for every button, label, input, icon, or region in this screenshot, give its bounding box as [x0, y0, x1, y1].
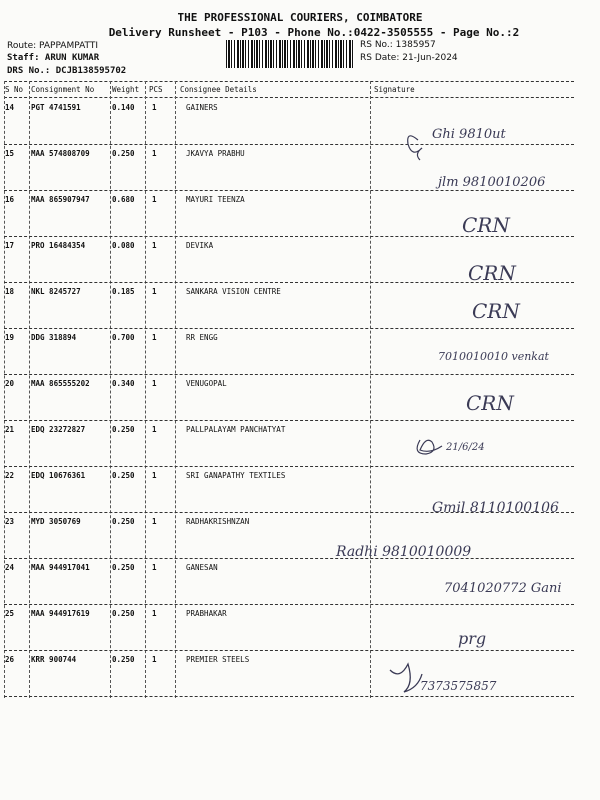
row-pcs: 1	[152, 287, 157, 296]
table-header-rule	[4, 97, 574, 98]
row-rule	[4, 466, 574, 467]
row-consignment-no: MYD 3050769	[31, 517, 81, 526]
row-rule	[4, 144, 574, 145]
row-rule	[4, 650, 574, 651]
signature-25-text: prg	[458, 629, 487, 648]
row-weight: 0.340	[112, 379, 135, 388]
signature-23-text: Radhi 9810010009	[336, 544, 472, 560]
table-row	[0, 377, 600, 423]
table-row	[0, 515, 600, 561]
row-pcs: 1	[152, 241, 157, 250]
row-pcs: 1	[152, 517, 157, 526]
row-consignment-no: MAA 574808709	[31, 149, 90, 158]
col-header-signature: Signature	[374, 85, 415, 94]
row-consignment-no: EDQ 10676361	[31, 471, 86, 480]
row-weight: 0.250	[112, 149, 135, 158]
row-rule	[4, 558, 574, 559]
row-pcs: 1	[152, 379, 157, 388]
signature-14-text: Ghi 9810ut	[432, 127, 506, 142]
table-row	[0, 193, 600, 239]
row-weight: 0.250	[112, 655, 135, 664]
row-consignee: PREMIER STEELS	[186, 655, 250, 664]
route-label: Route: PAPPAMPATTI	[7, 41, 99, 51]
row-rule	[4, 190, 574, 191]
row-pcs: 1	[152, 471, 157, 480]
row-pcs: 1	[152, 333, 157, 342]
row-consignment-no: PGT 4741591	[31, 103, 81, 112]
signature-16-text: CRN	[462, 213, 510, 237]
row-sno: 26	[5, 655, 15, 664]
row-rule	[4, 512, 574, 513]
row-sno: 16	[5, 195, 15, 204]
signature-17-text: CRN	[468, 261, 516, 285]
table-row	[0, 239, 600, 285]
row-consignment-no: MAA 944917619	[31, 609, 90, 618]
row-sno: 15	[5, 149, 15, 158]
col-header-pcs: PCS	[149, 85, 163, 94]
row-weight: 0.250	[112, 517, 135, 526]
row-consignee: RADHAKRISHNZAN	[186, 517, 250, 526]
row-weight: 0.250	[112, 471, 135, 480]
row-pcs: 1	[152, 103, 157, 112]
signature-19-text: 7010010010 venkat	[438, 350, 549, 363]
runsheet-subtitle: Delivery Runsheet - P103 - Phone No.:0422-3505555 - Page No.:2	[108, 26, 520, 39]
row-pcs: 1	[152, 609, 157, 618]
row-weight: 0.250	[112, 425, 135, 434]
row-consignment-no: NKL 8245727	[31, 287, 81, 296]
row-sno: 25	[5, 609, 15, 618]
signature-24-text: 7041020772 Gani	[444, 581, 562, 596]
signature-15-text: jlm 9810010206	[438, 175, 546, 190]
row-consignee: RR ENGG	[186, 333, 218, 342]
table-row	[0, 653, 600, 699]
col-header-weight: Weight	[112, 85, 140, 94]
row-weight: 0.250	[112, 563, 135, 572]
row-consignment-no: MAA 865555202	[31, 379, 90, 388]
table-row	[0, 285, 600, 331]
signature-21-text: 21/6/24	[446, 442, 485, 453]
row-weight: 0.080	[112, 241, 135, 250]
row-sno: 18	[5, 287, 15, 296]
row-sno: 23	[5, 517, 15, 526]
row-consignee: GANESAN	[186, 563, 218, 572]
row-sno: 24	[5, 563, 15, 572]
table-row	[0, 147, 600, 193]
col-header-sno: S No	[5, 85, 24, 94]
rs-number: RS No.: 1385957	[360, 40, 436, 50]
row-weight: 0.700	[112, 333, 135, 342]
row-sno: 19	[5, 333, 15, 342]
row-weight: 0.680	[112, 195, 135, 204]
row-consignment-no: PRO 16484354	[31, 241, 86, 250]
row-consignee: JKAVYA PRABHU	[186, 149, 245, 158]
signature-18-text: CRN	[472, 299, 520, 323]
row-consignee: SRI GANAPATHY TEXTILES	[186, 471, 286, 480]
row-consignee: MAYURI TEENZA	[186, 195, 245, 204]
col-header-consignment: Consignment No	[31, 85, 95, 94]
row-consignment-no: KRR 900744	[31, 655, 77, 664]
row-rule	[4, 328, 574, 329]
row-sno: 22	[5, 471, 15, 480]
row-rule	[4, 282, 574, 283]
row-pcs: 1	[152, 149, 157, 158]
signature-26-text: 7373575857	[420, 679, 497, 693]
row-sno: 14	[5, 103, 15, 112]
rs-date: RS Date: 21-Jun-2024	[360, 53, 458, 63]
row-sno: 21	[5, 425, 15, 434]
signature-20-text: CRN	[466, 391, 514, 415]
table-row	[0, 607, 600, 653]
row-consignee: DEVIKA	[186, 241, 214, 250]
row-weight: 0.140	[112, 103, 135, 112]
row-consignment-no: EDQ 23272827	[31, 425, 86, 434]
row-sno: 17	[5, 241, 15, 250]
row-pcs: 1	[152, 195, 157, 204]
row-consignee: SANKARA VISION CENTRE	[186, 287, 281, 296]
row-consignee: PRABHAKAR	[186, 609, 227, 618]
row-sno: 20	[5, 379, 15, 388]
table-row	[0, 331, 600, 377]
drs-number: DRS No.: DCJB138595702	[7, 66, 127, 76]
row-consignee: VENUGOPAL	[186, 379, 227, 388]
table-row	[0, 101, 600, 147]
row-weight: 0.250	[112, 609, 135, 618]
row-pcs: 1	[152, 563, 157, 572]
row-rule	[4, 236, 574, 237]
row-consignment-no: DDG 318894	[31, 333, 77, 342]
row-consignment-no: MAA 944917041	[31, 563, 90, 572]
table-row	[0, 561, 600, 607]
barcode	[226, 40, 354, 68]
row-consignment-no: MAA 865907947	[31, 195, 90, 204]
company-title: THE PROFESSIONAL COURIERS, COIMBATORE	[177, 11, 423, 24]
col-header-consignee: Consignee Details	[180, 85, 257, 94]
row-rule	[4, 374, 574, 375]
staff-label: Staff: ARUN KUMAR	[7, 53, 100, 63]
row-consignee: PALLPALAYAM PANCHATYAT	[186, 425, 286, 434]
table-top-rule	[4, 81, 574, 82]
row-weight: 0.185	[112, 287, 135, 296]
table-row	[0, 469, 600, 515]
signature-22-text: Gmil 8110100106	[432, 500, 559, 516]
row-rule	[4, 696, 574, 697]
row-pcs: 1	[152, 655, 157, 664]
row-rule	[4, 420, 574, 421]
row-consignee: GAINERS	[186, 103, 218, 112]
table-row	[0, 423, 600, 469]
row-rule	[4, 604, 574, 605]
row-pcs: 1	[152, 425, 157, 434]
